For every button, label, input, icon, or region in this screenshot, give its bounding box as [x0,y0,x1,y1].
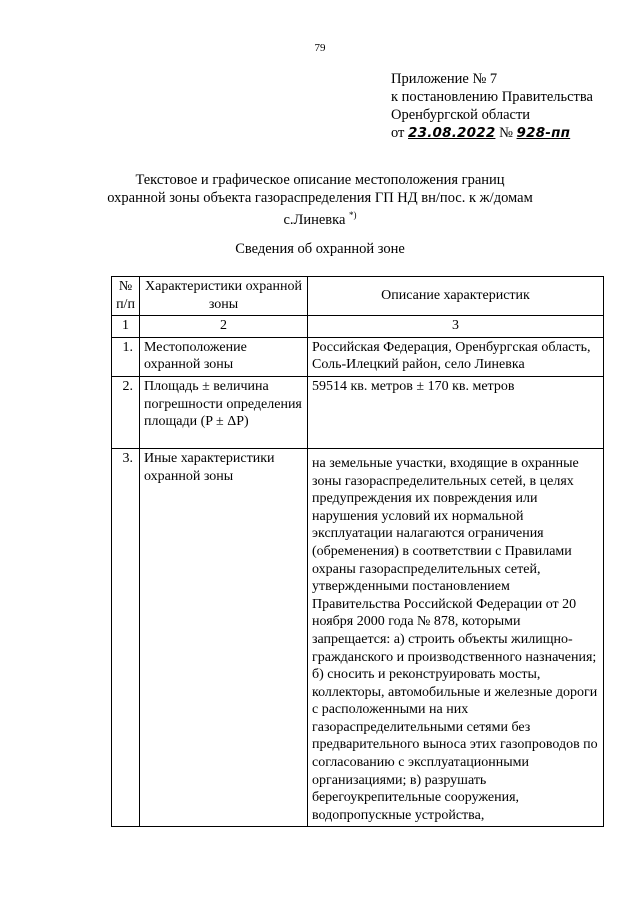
index-cell-2: 2 [140,316,308,338]
appendix-region-line: Оренбургской области [391,107,531,123]
section-subtitle: Сведения об охранной зоне [235,241,405,257]
row-characteristic: Иные характеристики охранной зоны [140,448,308,826]
table-header-row [112,277,604,316]
title-village: с.Линевка [283,211,346,228]
index-cell-3: 3 [308,316,604,338]
table-row [112,448,604,826]
row-description: Российская Федерация, Оренбургская область, Соль-Илецкий район, село Линевка [308,337,604,376]
index-cell-1: 1 [112,316,140,338]
table-row [112,376,604,448]
page-number: 79 [314,42,326,54]
row-description: 59514 кв. метров ± 170 кв. метров [308,376,604,448]
appendix-decree-line: к постановлению Правительства [391,89,593,105]
row-number: 2. [112,376,140,448]
decree-date: 23.08.2022 [408,125,496,141]
zone-table [111,276,604,827]
header-characteristics: Характеристики охранной зоны [140,277,308,316]
table-index-row [112,316,604,338]
title-line-2: охранной зоны объекта газораспределения ГП НД вн/пос. к ж/домам [107,189,533,206]
document-title [0,172,640,229]
row-number: 3. [112,448,140,826]
row-characteristic: Местоположение охранной зоны [140,337,308,376]
decree-number: 928-пп [516,125,571,141]
header-num: № п/п [112,277,140,316]
appendix-block [391,70,593,142]
title-line-1: Текстовое и графическое описание местоположения границ [135,172,505,188]
appendix-date-line [391,124,593,142]
number-prefix: № [499,125,513,141]
row-description: на земельные участки, входящие в охранные зоны газораспределительных сетей, в целях предупреждения их повреждения или нарушения условий их нормальной эксплуатации налагаются ограничения (обременения) в соответствии с Правилами охраны газораспределительных сетей, утвержденными постановлением Правительства Российской Федерации от 20 ноября 2000 года № 878, которыми запрещается: а) строить объекты жилищно-гражданского и производственного назначения; б) сносить и реконструировать мосты, коллекторы, автомобильные и железные дороги с расположенными на них газораспределительными сетями без предварительного выноса этих газопроводов по согласованию с эксплуатационными организациями; в) разрушать берегоукрепительные сооружения, водопропускные устройства, [308,448,604,826]
row-number: 1. [112,337,140,376]
appendix-title: Приложение № 7 [391,71,498,87]
row-characteristic: Площадь ± величина погрешности определения площади (P ± ΔP) [140,376,308,448]
footnote-mark: *) [349,210,357,220]
table-row [112,337,604,376]
title-line-3 [0,207,640,229]
date-prefix: от [391,125,405,141]
header-description: Описание характеристик [308,277,604,316]
